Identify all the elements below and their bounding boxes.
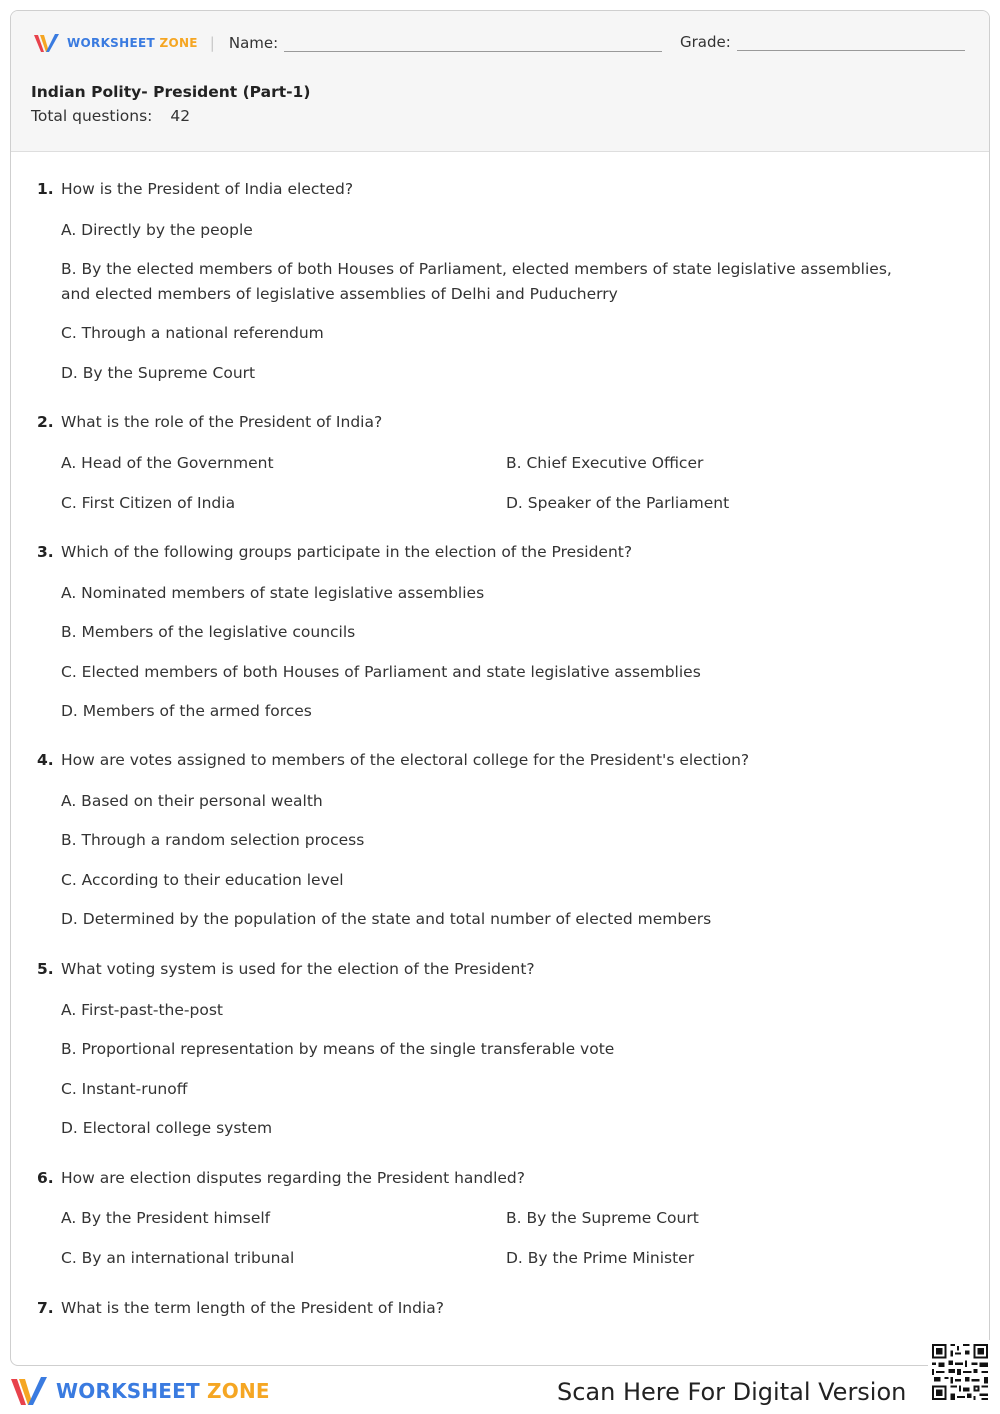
- grade-input-line[interactable]: [737, 33, 965, 51]
- answer-option[interactable]: A. Head of the Government: [61, 454, 274, 472]
- question-number: 7.: [37, 1299, 54, 1317]
- answer-option[interactable]: C. According to their education level: [61, 871, 344, 889]
- question-item: [37, 541, 937, 720]
- worksheet-page: [10, 10, 990, 1366]
- question-stem: [37, 1297, 937, 1319]
- name-field: [229, 34, 662, 52]
- logo-word-worksheet: WORKSHEET: [67, 36, 155, 50]
- question-item: [37, 178, 937, 382]
- question-text: How are election disputes regarding the President handled?: [61, 1169, 525, 1187]
- answer-option[interactable]: C. Instant-runoff: [61, 1080, 188, 1098]
- question-item: [37, 1167, 937, 1267]
- question-stem: [37, 749, 937, 771]
- question-item: [37, 1297, 937, 1319]
- total-questions-value: 42: [170, 107, 191, 125]
- question-stem: [37, 958, 937, 980]
- question-text: How are votes assigned to members of the electoral college for the President's election?: [61, 751, 750, 769]
- question-stem: [37, 1167, 937, 1189]
- answer-option[interactable]: D. Speaker of the Parliament: [506, 494, 730, 512]
- answer-option-continuation[interactable]: and elected members of legislative assemblies of Delhi and Puducherry: [61, 285, 618, 303]
- footer-logo: [10, 1374, 270, 1408]
- answer-option[interactable]: A. Nominated members of state legislative assemblies: [61, 584, 485, 602]
- header-row: [33, 31, 662, 55]
- answer-option[interactable]: B. Members of the legislative councils: [61, 623, 356, 641]
- answer-option[interactable]: C. First Citizen of India: [61, 494, 236, 512]
- question-item: [37, 749, 937, 928]
- question-item: [37, 958, 937, 1137]
- total-questions-label: Total questions:: [31, 107, 153, 125]
- page-footer: [0, 1366, 1000, 1414]
- answer-option[interactable]: B. By the Supreme Court: [506, 1209, 699, 1227]
- question-stem: [37, 411, 937, 433]
- answer-option[interactable]: C. By an international tribunal: [61, 1249, 295, 1267]
- question-text: What voting system is used for the election of the President?: [61, 960, 535, 978]
- question-text: How is the President of India elected?: [61, 180, 354, 198]
- logo-word-zone: ZONE: [159, 36, 198, 50]
- logo-word-worksheet: WORKSHEET: [56, 1379, 200, 1403]
- question-stem: [37, 541, 937, 563]
- question-number: 4.: [37, 751, 54, 769]
- answer-option[interactable]: B. Through a random selection process: [61, 831, 365, 849]
- answer-option[interactable]: D. Electoral college system: [61, 1119, 273, 1137]
- name-label: Name:: [228, 34, 279, 52]
- answer-option[interactable]: C. Elected members of both Houses of Parliament and state legislative assemblies: [61, 663, 701, 681]
- question-text: Which of the following groups participate in the election of the President?: [61, 543, 633, 561]
- question-number: 6.: [37, 1169, 54, 1187]
- worksheetzone-logo-icon: [33, 32, 63, 54]
- answer-option[interactable]: B. Chief Executive Officer: [506, 454, 704, 472]
- answer-option[interactable]: B. Proportional representation by means of the single transferable vote: [61, 1040, 615, 1058]
- answer-option[interactable]: A. Directly by the people: [61, 221, 253, 239]
- qr-code-icon[interactable]: [928, 1340, 992, 1404]
- worksheet-header: [11, 11, 989, 152]
- question-number: 1.: [37, 180, 54, 198]
- answer-option[interactable]: A. Based on their personal wealth: [61, 792, 323, 810]
- answer-option[interactable]: B. By the elected members of both Houses of Parliament, elected members of state legislative assemblies,: [61, 260, 892, 278]
- answer-option[interactable]: D. By the Prime Minister: [506, 1249, 695, 1267]
- answer-option[interactable]: C. Through a national referendum: [61, 324, 324, 342]
- question-text: What is the term length of the President of India?: [61, 1299, 444, 1317]
- logo-word-zone: ZONE: [207, 1379, 270, 1403]
- scan-caption: Scan Here For Digital Version: [557, 1378, 907, 1406]
- answer-option[interactable]: D. By the Supreme Court: [61, 364, 256, 382]
- question-number: 3.: [37, 543, 54, 561]
- answer-option[interactable]: A. First-past-the-post: [61, 1001, 223, 1019]
- question-stem: [37, 178, 937, 200]
- header-logo-text: [67, 36, 198, 50]
- footer-logo-text: [56, 1379, 270, 1403]
- answer-option[interactable]: D. Members of the armed forces: [61, 702, 312, 720]
- total-questions: [31, 107, 190, 125]
- question-number: 5.: [37, 960, 54, 978]
- question-text: What is the role of the President of India?: [61, 413, 383, 431]
- grade-label: Grade:: [680, 33, 731, 51]
- answer-option[interactable]: A. By the President himself: [61, 1209, 271, 1227]
- worksheet-title: Indian Polity- President (Part-1): [31, 83, 311, 101]
- question-number: 2.: [37, 413, 54, 431]
- question-item: [37, 411, 937, 512]
- name-input-line[interactable]: [284, 34, 662, 52]
- header-separator: |: [209, 34, 215, 52]
- worksheetzone-logo-icon: [10, 1374, 52, 1408]
- answer-option[interactable]: D. Determined by the population of the state and total number of elected members: [61, 910, 712, 928]
